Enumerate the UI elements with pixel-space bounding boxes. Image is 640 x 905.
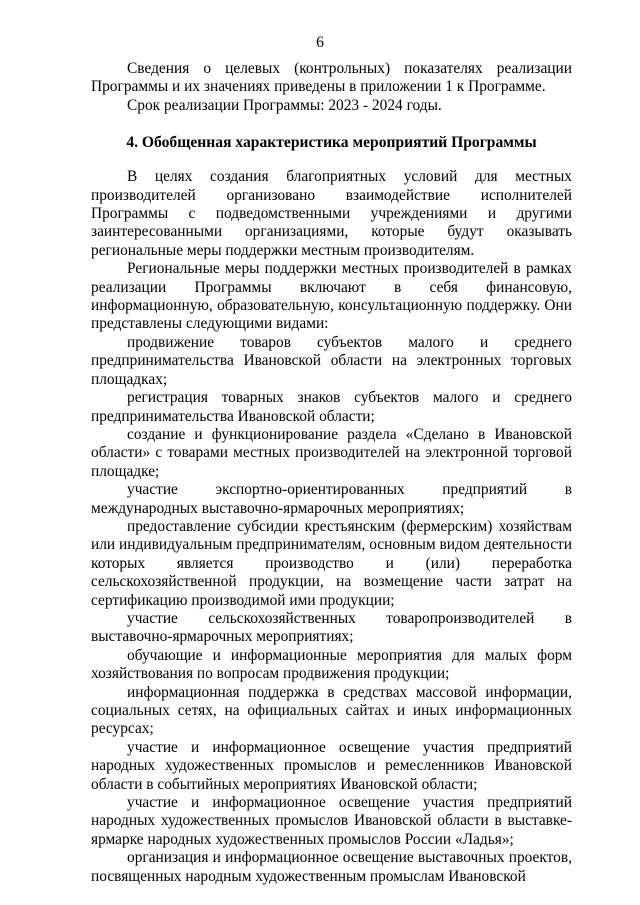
- paragraph: Срок реализации Программы: 2023 - 2024 годы.: [127, 96, 442, 114]
- list-item: информационная поддержка в средствах массовой информации, социальных сетях, на официальных сайтах и иных информационных ресурсах;: [91, 683, 572, 738]
- list-item: обучающие и информационные мероприятия для малых форм хозяйствования по вопросам продвижения продукции;: [91, 646, 572, 683]
- document-body: [91, 60, 572, 886]
- paragraph: Сведения о целевых (контрольных) показателях реализации Программы и их значениях приведены в приложении 1 к Программе.: [91, 60, 572, 96]
- page-number: 6: [316, 34, 324, 51]
- list-item: участие и информационное освещение участия предприятий народных художественных промыслов и ремесленников Ивановской области в событийных мероприятиях Ивановской области;: [91, 738, 572, 793]
- paragraph: В целях создания благоприятных условий для местных производителей организовано взаимодействие исполнителей Программы с подведомственными учреждениями и другими заинтересованными организациями, которые будут оказывать региональные меры поддержки местным производителям.: [91, 168, 572, 259]
- list-item: продвижение товаров субъектов малого и среднего предпринимательства Ивановской области на электронных торговых площадках;: [91, 333, 572, 388]
- list-item: предоставление субсидии крестьянским (фермерским) хозяйствам или индивидуальным предпринимателям, основным видом деятельности которых является производство и (или) переработка сельскохозяйственной продукции, на возмещение части затрат на сертификацию производимой ими продукции;: [91, 517, 572, 609]
- list-item: участие и информационное освещение участия предприятий народных художественных промыслов Ивановской области в выставке-ярмарке народных художественных промыслов России «Ладья»;: [91, 794, 572, 848]
- paragraph: Региональные меры поддержки местных производителей в рамках реализации Программы включают в себя финансовую, информационную, образовательную, консультационную поддержку. Они представлены следующими видами:: [91, 260, 572, 333]
- list-item: создание и функционирование раздела «Сделано в Ивановской области» с товарами местных производителей на электронной торговой площадке;: [91, 425, 572, 480]
- list-item: участие экспортно-ориентированных предприятий в международных выставочно-ярмарочных мероприятиях;: [91, 481, 572, 517]
- list-item: участие сельскохозяйственных товаропроизводителей в выставочно-ярмарочных мероприятиях;: [91, 609, 572, 646]
- section-heading: 4. Обобщенная характеристика мероприятий Программы: [126, 134, 537, 152]
- list-item: организация и информационное освещение выставочных проектов, посвященных народным художественным промыслам Ивановской: [91, 849, 572, 885]
- list-item: регистрация товарных знаков субъектов малого и среднего предпринимательства Ивановской области;: [91, 389, 572, 425]
